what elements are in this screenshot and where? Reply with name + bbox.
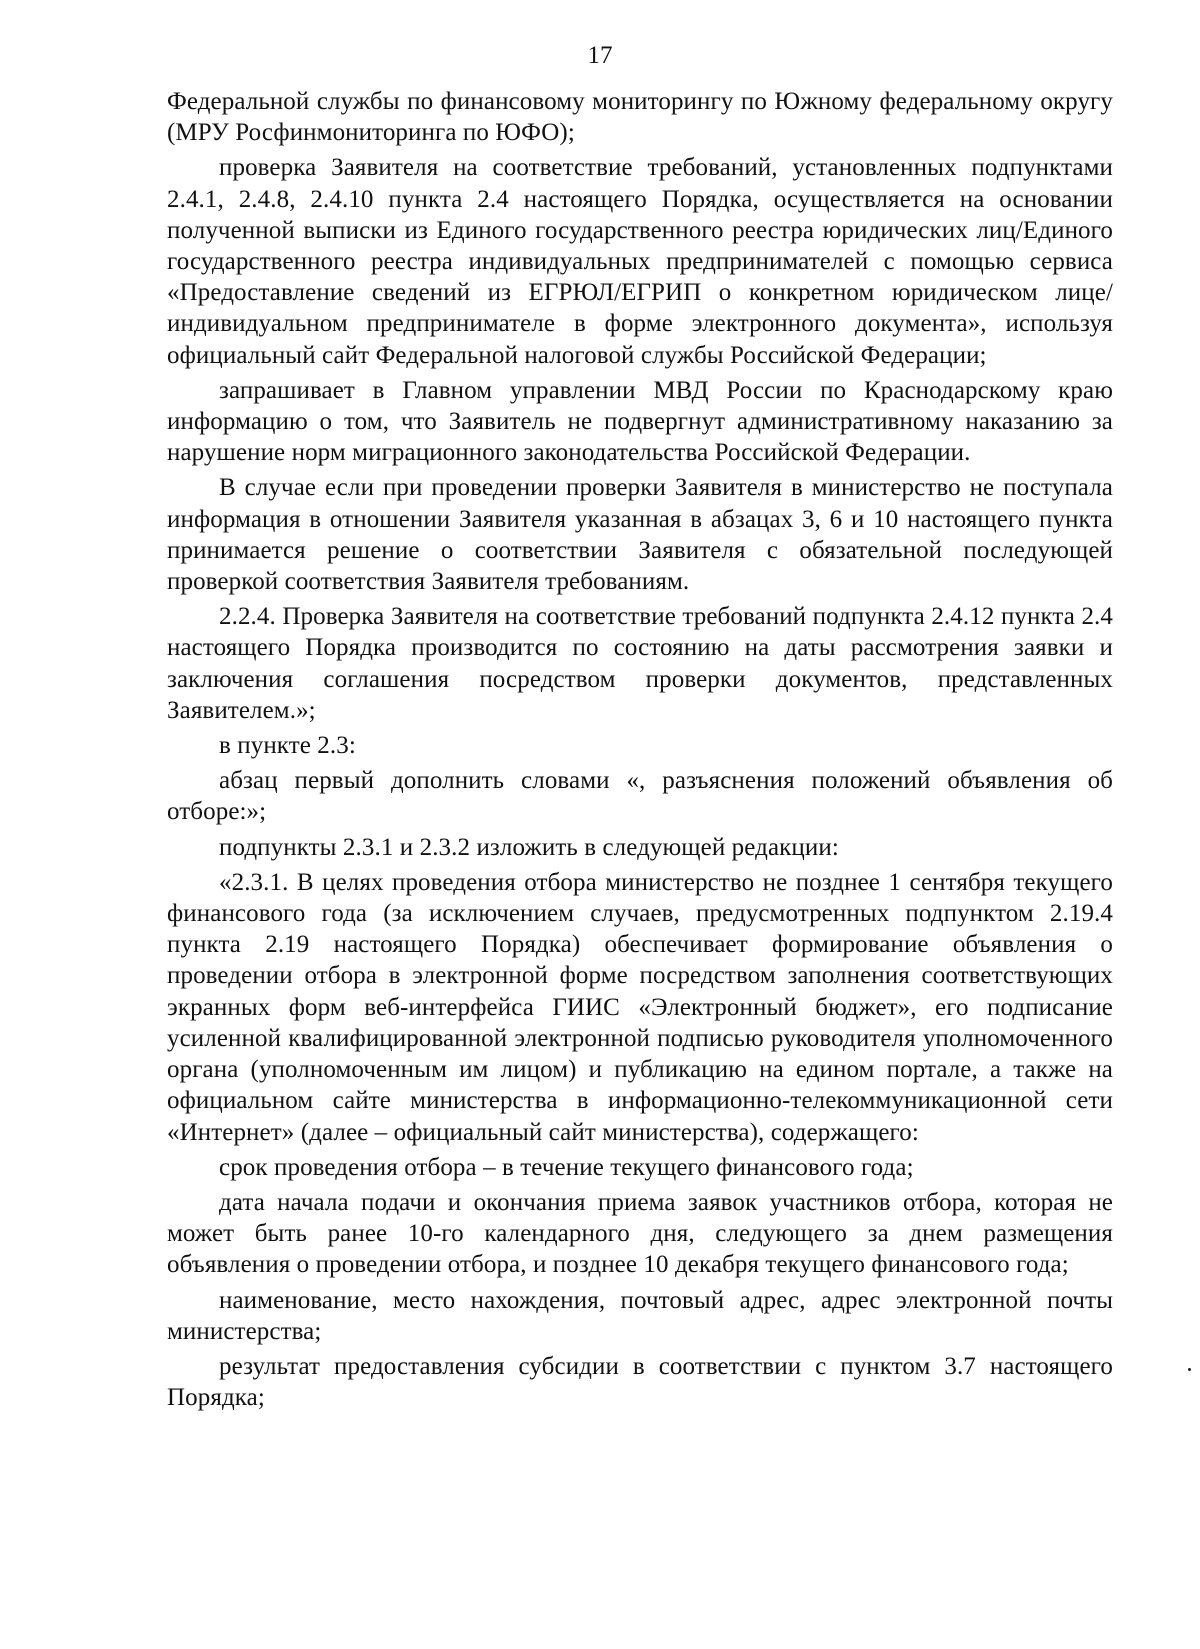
paragraph: результат предоставления субсидии в соответствии с пунктом 3.7 настоящего Порядка; <box>167 1352 1113 1412</box>
paragraph: срок проведения отбора – в течение текущего финансового года; <box>219 1153 914 1181</box>
paragraph: 2.2.4. Проверка Заявителя на соответствие требований подпункта 2.4.12 пункта 2.4 настоящего Порядка производится по состоянию на даты рассмотрения заявки и заключения соглашения посредством проверки документов, представленных Заявителем.»; <box>167 603 1113 724</box>
paragraph-continuation: Федеральной службы по финансовому мониторингу по Южному федеральному округу (МРУ Росфинмониторинга по ЮФО); <box>167 88 1113 147</box>
paragraph: В случае если при проведении проверки Заявителя в министерство не поступала информация в отношении Заявителя указанная в абзацах 3, 6 и 10 настоящего пункта принимается решение о соответствии Заявителя с обязательной последующей проверкой соответствия Заявителя требованиям. <box>167 474 1113 596</box>
paragraph: абзац первый дополнить словами «, разъяснения положений объявления об отборе:»; <box>167 767 1113 826</box>
paragraph: в пункте 2.3: <box>219 732 356 760</box>
paragraph: «2.3.1. В целях проведения отбора министерство не позднее 1 сентября текущего финансового года (за исключением случаев, предусмотренных подпунктом 2.19.4 пункта 2.19 настоящего Порядка) обеспечивает формирование объявления о проведении отбора в электронной форме посредством заполнения соответствующих экранных форм веб-интерфейса ГИИС «Электронный бюджет», его подписание усиленной квалифицированной электронной подписью руководителя уполномоченного органа (уполномоченным им лицом) и публикацию на едином портале, а также на официальном сайте министерства в информационно-телекоммуникационной сети «Интернет» (далее – официальный сайт министерства), содержащего: <box>167 868 1113 1146</box>
paragraph: дата начала подачи и окончания приема заявок участников отбора, которая не может быть ранее 10-го календарного дня, следующего за днем размещения объявления о проведении отбора, и позднее 10 декабря текущего финансового года; <box>167 1188 1113 1279</box>
page-number: 17 <box>587 42 613 69</box>
paragraph: наименование, место нахождения, почтовый адрес, адрес электронной почты министерства; <box>167 1286 1113 1345</box>
paragraph: запрашивает в Главном управлении МВД России по Краснодарскому краю информацию о том, что Заявитель не подвергнут административному наказанию за нарушение норм миграционного законодательства Российской Федерации. <box>167 376 1113 467</box>
document-body <box>167 86 1113 1417</box>
scan-speck <box>1188 1368 1191 1371</box>
paragraph: подпункты 2.3.1 и 2.3.2 изложить в следующей редакции: <box>219 833 839 861</box>
paragraph: проверка Заявителя на соответствие требований, установленных подпунктами 2.4.1, 2.4.8, 2.4.10 пункта 2.4 настоящего Порядка, осуществляется на основании полученной выписки из Единого государственного реестра юридических лиц/Единого государственного реестра индивидуальных предпринимателей с помощью сервиса «Предоставление сведений из ЕГРЮЛ/ЕГРИП о конкретном юридическом лице/индивидуальном предпринимателе в форме электронного документа», используя официальный сайт Федеральной налоговой службы Российской Федерации; <box>167 154 1113 369</box>
